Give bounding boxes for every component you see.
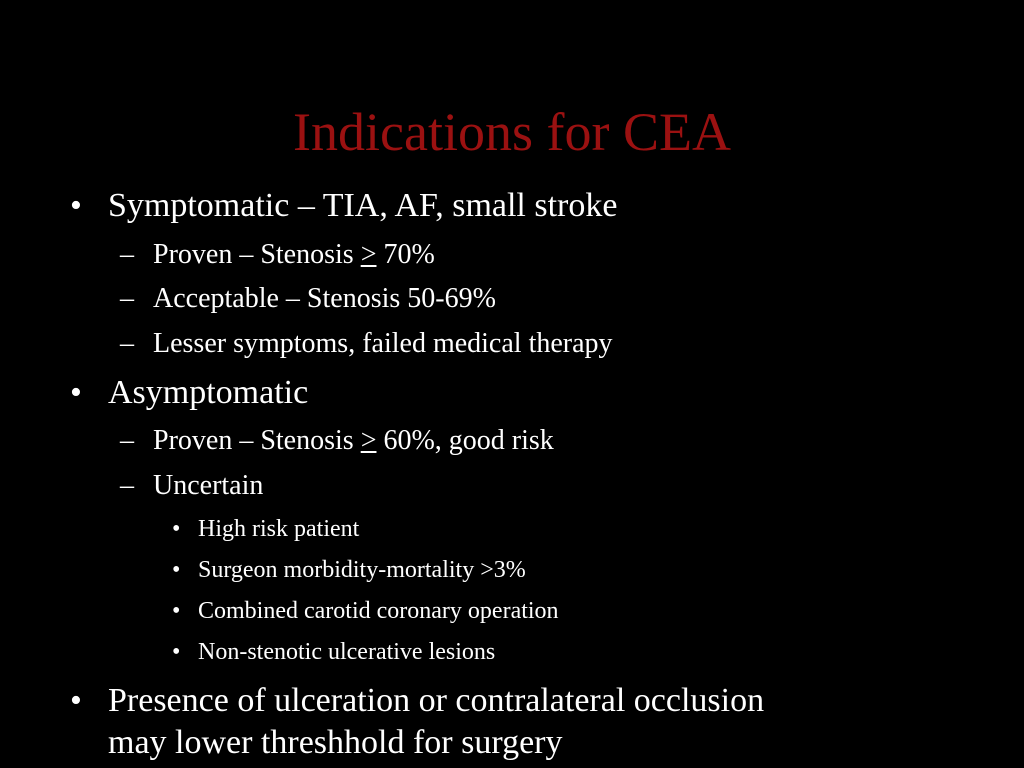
proven-suffix: 70% — [376, 239, 435, 270]
sub-item-asymptomatic-proven — [153, 424, 554, 458]
dash-marker: – — [120, 470, 134, 501]
greater-equal-symbol: > — [360, 425, 377, 456]
bullet-asymptomatic: Asymptomatic — [108, 374, 309, 411]
sub-item-uncertain: Uncertain — [153, 470, 264, 501]
proven-suffix: 60%, good risk — [376, 425, 554, 456]
sub-item-acceptable: Acceptable – Stenosis 50-69% — [153, 283, 496, 314]
bullet-marker: • — [70, 682, 82, 719]
bullet-presence-line-1: Presence of ulceration or contralateral occlusion — [108, 682, 765, 719]
slide-title: Indications for CEA — [293, 102, 731, 162]
proven-prefix: Proven – Stenosis — [153, 239, 361, 270]
sub-bullet-marker: • — [172, 557, 181, 583]
sub-sub-item-combined-operation: Combined carotid coronary operation — [198, 598, 559, 624]
sub-sub-item-non-stenotic: Non-stenotic ulcerative lesions — [198, 639, 496, 665]
dash-marker: – — [120, 283, 134, 314]
dash-marker: – — [120, 328, 134, 359]
dash-marker: – — [120, 425, 134, 456]
proven-prefix: Proven – Stenosis — [153, 425, 361, 456]
sub-item-symptomatic-proven — [153, 238, 435, 272]
sub-sub-item-high-risk: High risk patient — [198, 516, 360, 542]
sub-bullet-marker: • — [172, 598, 181, 624]
bullet-presence-line-2: may lower threshhold for surgery — [108, 724, 563, 761]
greater-equal-symbol: > — [360, 239, 377, 270]
sub-item-lesser-symptoms: Lesser symptoms, failed medical therapy — [153, 328, 613, 359]
bullet-marker: • — [70, 187, 82, 224]
bullet-symptomatic: Symptomatic – TIA, AF, small stroke — [108, 187, 618, 224]
bullet-marker: • — [70, 374, 82, 411]
sub-sub-item-surgeon-morbidity: Surgeon morbidity-mortality >3% — [198, 557, 526, 583]
sub-bullet-marker: • — [172, 639, 181, 665]
sub-bullet-marker: • — [172, 516, 181, 542]
dash-marker: – — [120, 239, 134, 270]
